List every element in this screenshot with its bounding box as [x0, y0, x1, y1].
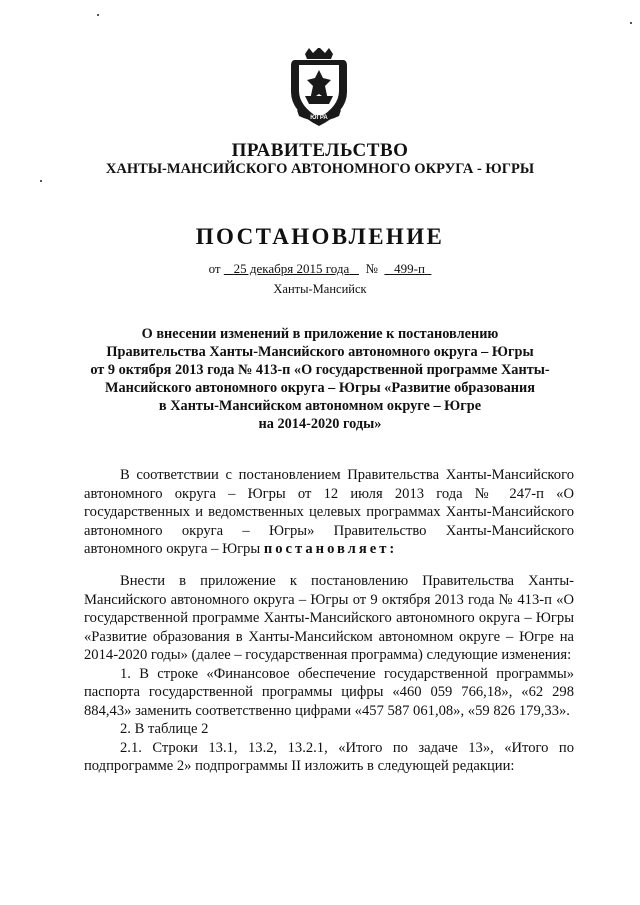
scan-speck — [40, 180, 42, 182]
main-text — [84, 572, 574, 776]
scan-speck — [97, 14, 99, 16]
subject-line: О внесении изменений в приложение к постановлению — [141, 326, 499, 342]
subject-line: Мансийского автономного округа – Югры «Развитие образования — [104, 380, 536, 396]
region-subtitle: ХАНТЫ-МАНСИЙСКОГО АВТОНОМНОГО ОКРУГА - ЮГРЫ — [105, 161, 535, 177]
decree-word: постановляет: — [263, 541, 398, 557]
coat-of-arms-emblem — [281, 48, 357, 128]
preamble-text: В соответствии с постановлением Правительства Ханты-Мансийского автономного округа – Югры от 12 июля 2013 года № 247-п «О государственных и ведомственных целевых программах Ханты-Мансийского автономного округа – Югры» Правительство Ханты-Мансийского автономного округа – Югры — [84, 467, 574, 557]
subject-line: на 2014-2020 годы» — [258, 416, 382, 432]
government-title: ПРАВИТЕЛЬСТВО — [231, 140, 409, 161]
document-type: ПОСТАНОВЛЕНИЕ — [195, 224, 445, 249]
subject-line: Правительства Ханты-Мансийского автономного округа – Югры — [106, 344, 534, 360]
document-date: 25 декабря 2015 года — [233, 261, 350, 276]
subject-line: в Ханты-Мансийском автономном округе – Югре — [158, 398, 482, 414]
subject-line: от 9 октября 2013 года № 413-п «О государственной программе Ханты- — [90, 362, 550, 378]
scan-speck — [630, 22, 632, 24]
date-line — [0, 261, 640, 277]
svg-text:ЮГРА: ЮГРА — [310, 115, 328, 121]
item-1-paragraph: 1. В строке «Финансовое обеспечение государственной программы» паспорта государственной программы цифры «460 059 766,18», «62 298 884,43» заменить соответственно цифрами «457 587 061,08», «59 826 179,33». — [84, 665, 574, 719]
item-2-paragraph: 2. В таблице 2 — [120, 721, 209, 737]
number-sign: № — [365, 261, 378, 276]
city: Ханты-Мансийск — [273, 282, 367, 296]
date-prefix: от — [208, 261, 221, 276]
document-number: 499-п — [394, 261, 425, 276]
item-2-1-paragraph: 2.1. Строки 13.1, 13.2, 13.2.1, «Итого по задаче 13», «Итого по подпрограмме 2» подпрограммы II изложить в следующей редакции: — [84, 739, 574, 774]
subject-heading — [70, 325, 570, 433]
preamble-paragraph — [84, 466, 574, 559]
main-paragraph: Внести в приложение к постановлению Правительства Ханты-Мансийского автономного округа – Югры от 9 октября 2013 года № 413-п «О государственной программе Ханты-Мансийского автономного округа – Югры «Развитие образования в Ханты-Мансийском автономном округе – Югре на 2014-2020 годы» (далее – государственная программа) следующие изменения: — [84, 573, 574, 663]
